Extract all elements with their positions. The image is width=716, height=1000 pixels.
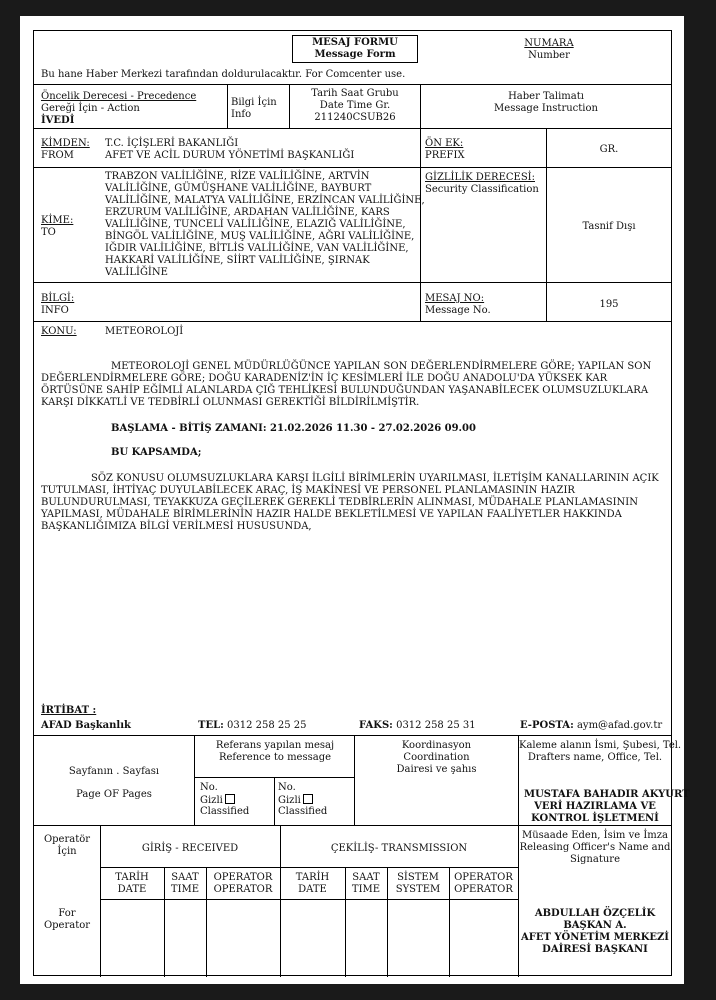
for-operator-1: For — [58, 908, 76, 919]
form-title-en: Message Form — [314, 49, 396, 60]
col-transmission-date — [280, 872, 345, 896]
col-transmission-operator — [449, 872, 518, 896]
releaser-label-1: Müsaade Eden, İsim ve İmza — [521, 830, 668, 841]
message-form — [33, 30, 690, 976]
from-line-2: AFET VE ACİL DURUM YÖNETİMİ BAŞKANLIĞI — [105, 150, 355, 161]
releaser-label-2: Releasing Officer's Name and — [519, 842, 671, 853]
form-title-tr: MESAJ FORMU — [312, 37, 398, 48]
col-saat: SAAT — [171, 872, 199, 883]
instruction-label-en: Message Instruction — [494, 103, 598, 114]
col-sistem: SİSTEM — [397, 872, 439, 883]
to-line: BİNGÖL VALİLİĞİNE, MUŞ VALİLİĞİNE, AĞRI VALİLİĞİNE, — [105, 231, 415, 242]
drafter-label-2: Drafters name, Office, Tel. — [527, 752, 663, 763]
subject-label: KONU: — [41, 326, 77, 337]
gizli-label: Gizli — [200, 795, 223, 806]
email-value: aym@afad.gov.tr — [576, 720, 663, 731]
operator-label-tr-1: Operatör — [43, 834, 91, 845]
col-received-date — [100, 872, 164, 896]
releaser-name: ABDULLAH ÖZÇELİK — [534, 908, 656, 919]
drafter-label-1: Kaleme alanın İsmi, Şubesi, Tel. — [519, 740, 682, 751]
fax-label: FAKS: — [359, 720, 393, 731]
col-operator: OPERATOR — [213, 872, 273, 883]
col-operator: OPERATOR — [213, 884, 273, 895]
to-line: VALİLİĞİNE, TUNCELİ VALİLİĞİNE, ELAZIĞ VALİLİĞİNE, — [105, 219, 406, 230]
prefix-label-tr: ÖN EK: — [425, 138, 464, 149]
col-transmission-system — [387, 872, 449, 896]
info-label-tr: BİLGİ: — [41, 293, 75, 304]
from-line-1: T.C. İÇİŞLERİ BAKANLIĞI — [105, 138, 239, 149]
contact-label: İRTİBAT : — [41, 705, 97, 716]
gizli-label: Gizli — [278, 795, 301, 806]
reference-classified-1: Classified — [200, 806, 250, 817]
to-line: HAKKARİ VALİLİĞİNE, SİİRT VALİLİĞİNE, ŞIRNAK — [105, 255, 370, 266]
col-saat: SAAT — [352, 872, 380, 883]
security-label-en: Security Classification — [425, 184, 539, 195]
fax-value: 0312 258 25 31 — [396, 720, 476, 731]
col-date: DATE — [298, 884, 327, 895]
from-label-en: FROM — [41, 150, 74, 161]
tel-value: 0312 258 25 25 — [226, 720, 307, 731]
coordination-label-en: Coordination — [403, 752, 470, 763]
page-label-en: Page OF Pages — [76, 789, 152, 800]
drafter-name: MUSTAFA BAHADIR AKYURT — [524, 789, 690, 800]
document-page — [20, 16, 690, 984]
col-tarih: TARİH — [115, 872, 149, 883]
classified-checkbox-1[interactable] — [225, 794, 235, 804]
body-times: BAŞLAMA - BİTİŞ ZAMANI: 21.02.2026 11.30 - 27.02.2026 09.00 — [111, 423, 476, 434]
number-label-en: Number — [528, 50, 570, 61]
contact-org: AFAD Başkanlık — [41, 720, 131, 731]
col-operator: OPERATOR — [454, 872, 513, 883]
drafter-office-2: KONTROL İŞLETMENİ — [531, 813, 659, 824]
to-line: VALİLİĞİNE — [105, 267, 168, 278]
body-scope: BU KAPSAMDA; — [111, 447, 202, 458]
coordination-sub: Dairesi ve şahıs — [396, 764, 477, 775]
col-transmission-time — [345, 872, 387, 896]
releaser-title-3: DAİRESİ BAŞKANI — [542, 944, 648, 955]
body-paragraph-1: METEOROLOJİ GENEL MÜDÜRLÜĞÜNCE YAPILAN SON DEĞERLENDİRMELERE GÖRE; YAPILAN SON DEĞERLENDİRMELERE GÖRE; DOĞU KARADENİZ'İN İÇ KESİMLERİ İLE DOĞU ANADOLU'DA YÜKSEK KAR ÖRTÜSÜNE SAHİP EĞİMLİ ALANLARDA ÇIĞ TEHLİKESİ BULUNDUĞUNDAN YAŞANABİLECEK OLUMSUZLUKLARA KARŞI DİKKATLİ VE TEDBİRLİ OLUNMASI GEREKTİĞİ BİLDİRİLMİŞTİR. — [41, 361, 652, 408]
prefix-value: GR. — [599, 144, 619, 155]
reference-label-en: Reference to message — [218, 752, 332, 763]
dtg-value: 211240CSUB26 — [314, 112, 396, 123]
to-line: VALİLİĞİNE, GÜMÜŞHANE VALİLİĞİNE, BAYBURT — [105, 183, 372, 194]
to-label-tr: KİME: — [41, 215, 74, 226]
transmission-label: ÇEKİLİŞ- TRANSMISSION — [330, 843, 468, 854]
col-system: SYSTEM — [395, 884, 441, 895]
reference-no-1: No. — [200, 782, 218, 793]
msg-no-label-en: Message No. — [425, 305, 491, 316]
from-label-tr: KİMDEN: — [41, 138, 90, 149]
info-for-en: Info — [231, 109, 252, 120]
contact-email — [520, 720, 662, 732]
col-time: TIME — [351, 884, 381, 895]
for-operator-2: Operator — [43, 920, 91, 931]
col-date: DATE — [117, 884, 147, 895]
dtg-label-en: Date Time Gr. — [319, 100, 391, 111]
instruction-label-tr: Haber Talimatı — [508, 91, 584, 102]
msg-no-value: 195 — [599, 299, 619, 310]
dtg-label-tr: Tarih Saat Grubu — [311, 88, 399, 99]
to-line: ERZURUM VALİLİĞİNE, ARDAHAN VALİLİĞİNE, KARS — [105, 207, 390, 218]
number-label-tr: NUMARA — [524, 38, 574, 49]
reference-no-2: No. — [278, 782, 296, 793]
prefix-label-en: PREFIX — [425, 150, 465, 161]
subject-value: METEOROLOJİ — [105, 326, 184, 337]
reference-classified-2: Classified — [278, 806, 328, 817]
to-line: IĞDIR VALİLİĞİNE, BİTLİS VALİLİĞİNE, VAN VALİLİĞİNE, — [105, 243, 409, 254]
precedence-action: Gereği İçin - Action — [41, 103, 140, 114]
comcenter-notice: Bu hane Haber Merkezi tarafından doldurulacaktır. For Comcenter use. — [41, 69, 406, 80]
operator-label-tr-2: İçin — [57, 846, 77, 857]
releaser-title-2: AFET YÖNETİM MERKEZİ — [521, 932, 669, 943]
to-line: TRABZON VALİLİĞİNE, RİZE VALİLİĞİNE, ARTVİN — [105, 171, 370, 182]
coordination-label-tr: Koordinasyon — [401, 740, 472, 751]
received-label: GİRİŞ - RECEIVED — [141, 843, 239, 854]
releaser-title-1: BAŞKAN A. — [563, 920, 627, 931]
col-time: TIME — [170, 884, 200, 895]
precedence-value: İVEDİ — [41, 115, 75, 126]
contact-fax — [359, 720, 476, 732]
info-for-tr: Bilgi İçin — [231, 97, 277, 108]
classified-checkbox-2[interactable] — [303, 794, 313, 804]
tel-label: TEL: — [198, 720, 224, 731]
body-paragraph-2: SÖZ KONUSU OLUMSUZLUKLARA KARŞI İLGİLİ BİRİMLERİN UYARILMASI, İLETİŞİM KANALLARININ AÇIK TUTULMASI, İHTİYAÇ DUYULABİLECEK ARAÇ, İŞ MAKİNESİ VE PERSONEL PLANLAMASININ HAZIR BULUNDURULMASI, TEYAKKUZA GEÇİLEREK GEREKLİ TEDBİRLERİN ALINMASI, MÜDAHALE PLANLAMASININ YAPILMASI, MÜDAHALE BİRİMLERİNİN HAZIR HALDE BEKLETİLMESİ VE YAPILAN FAALİYETLER HAKKINDA BAŞKANLIĞIMIZA BİLGİ VERİLMESİ HUSUSUNDA, — [41, 473, 659, 532]
col-operator: OPERATOR — [454, 884, 513, 895]
col-received-operator — [206, 872, 280, 896]
page-label-tr: Sayfanın . Sayfası — [68, 766, 160, 777]
col-tarih: TARİH — [295, 872, 330, 883]
col-received-time — [164, 872, 206, 896]
releaser-label-3: Signature — [569, 854, 620, 865]
security-value: Tasnif Dışı — [582, 221, 636, 232]
email-label: E-POSTA: — [520, 720, 574, 731]
precedence-label: Öncelik Derecesi - Precedence — [41, 91, 197, 102]
drafter-office-1: VERİ HAZIRLAMA VE — [534, 801, 656, 812]
reference-label-tr: Referans yapılan mesaj — [215, 740, 335, 751]
msg-no-label-tr: MESAJ NO: — [425, 293, 485, 304]
contact-tel — [198, 720, 307, 732]
to-label-en: TO — [41, 227, 56, 238]
info-label-en: INFO — [41, 305, 69, 316]
to-line: VALİLİĞİNE, MALATYA VALİLİĞİNE, ERZİNCAN VALİLİĞİNE, — [105, 195, 425, 206]
security-label-tr: GİZLİLİK DERECESİ: — [425, 172, 535, 183]
